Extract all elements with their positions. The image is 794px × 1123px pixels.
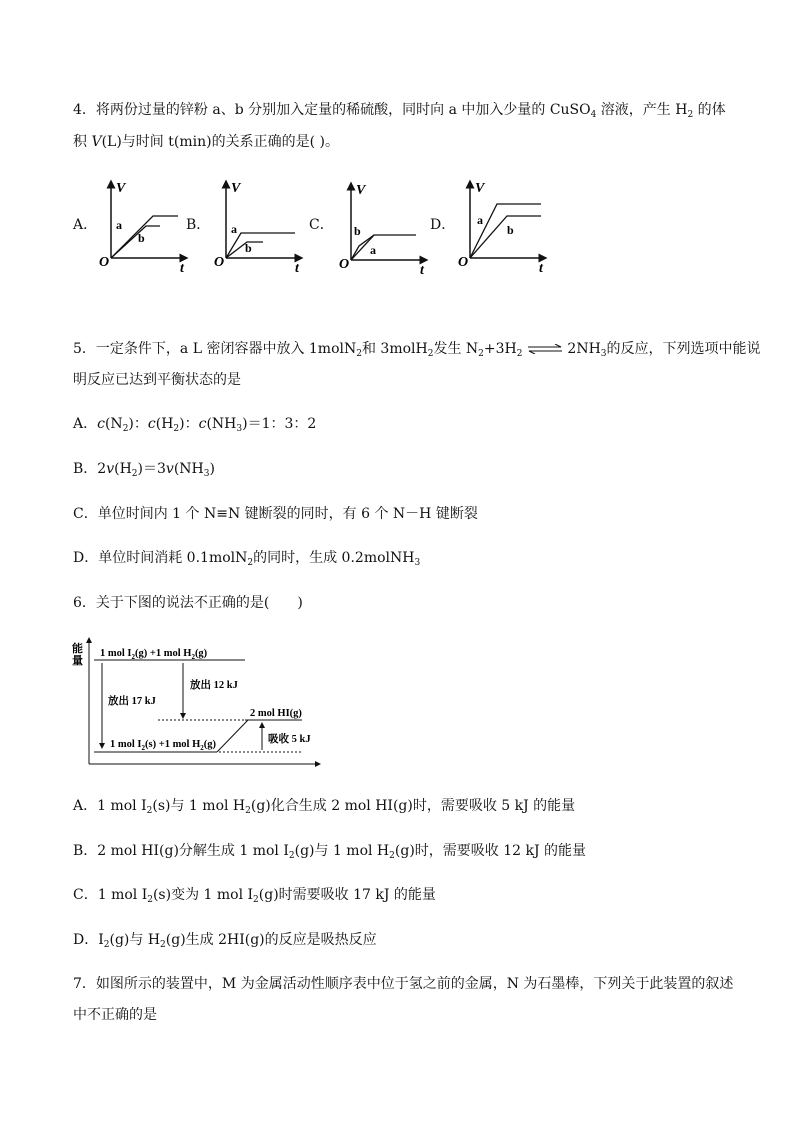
q4-option-a-label[interactable]: A． bbox=[73, 217, 98, 233]
curve-label-b: b bbox=[507, 223, 514, 237]
energy-axis-label-1: 能 bbox=[72, 643, 83, 655]
q7-line-1: 7．如图所示的装置中，M 为金属活动性顺序表中位于氢之前的金属，N 为石墨棒，下列关于此装置的叙述 bbox=[73, 976, 734, 992]
curve-label-b: b bbox=[245, 241, 252, 255]
x-axis-label: t bbox=[180, 261, 184, 274]
curve-upper bbox=[226, 233, 295, 258]
q6-stem: 6．关于下图的说法不正确的是( ) bbox=[73, 595, 303, 611]
release-12-label: 放出 12 kJ bbox=[190, 680, 238, 691]
hi-level-label: 2 mol HI(g) bbox=[250, 708, 302, 719]
x-axis-label: t bbox=[539, 261, 543, 274]
q5-option-c[interactable]: C．单位时间内 1 个 N≡N 键断裂的同时，有 6 个 N－H 键断裂 bbox=[73, 506, 478, 522]
absorb-5-label: 吸收 5 kJ bbox=[268, 734, 311, 745]
curve-label-a: a bbox=[116, 218, 122, 232]
y-axis-label: V bbox=[475, 181, 485, 196]
x-axis-label: t bbox=[295, 261, 299, 274]
curve-label-a: a bbox=[370, 243, 376, 257]
q4-graph-c[interactable] bbox=[336, 178, 431, 276]
origin-label: O bbox=[458, 255, 469, 270]
q5-option-a[interactable]: A．$c(N_2)$：$c(H_2)$：$c(NH_3)=1$：3：2 bbox=[73, 416, 317, 434]
reversible-arrow-icon bbox=[527, 344, 563, 354]
q5-line-1: 5．一定条件下，a L 密闭容器中放入 1molN$_2$和 3molH$_2$发生 $N_2+3H_2$ $2NH_3$的反应，下列选项中能说 bbox=[73, 341, 761, 359]
q4-option-c-label[interactable]: C． bbox=[309, 217, 334, 233]
release-17-label: 放出 17 kJ bbox=[108, 696, 156, 707]
q5-line-2: 明反应已达到平衡状态的是 bbox=[73, 372, 241, 388]
energy-axis-label-2: 量 bbox=[72, 655, 83, 667]
curve-label-a: a bbox=[231, 222, 237, 236]
q6-option-b[interactable]: B．2 mol HI(g)分解生成 1 mol $I_2(g)$与 1 mol $H_2(g)$时，需要吸收 12 kJ 的能量 bbox=[73, 843, 587, 861]
q4-option-b-label[interactable]: B． bbox=[186, 217, 211, 233]
origin-label: O bbox=[339, 257, 350, 272]
origin-label: O bbox=[214, 255, 225, 270]
q4-line-2: 积 V(L)与时间 t(min)的关系正确的是( )。 bbox=[73, 134, 339, 150]
q4-graph-a[interactable] bbox=[96, 176, 191, 274]
reaction-path bbox=[217, 720, 248, 752]
q6-option-c[interactable]: C．1 mol $I_2(s)$变为 1 mol $I_2(g)$时需要吸收 17 kJ 的能量 bbox=[73, 887, 436, 905]
q5-option-d[interactable]: D．单位时间消耗 0.1molN$_2$的同时，生成 0.2molNH$_3$ bbox=[73, 550, 421, 568]
curve-label-a: a bbox=[477, 213, 483, 227]
bottom-level-label: 1 mol $I_2(s) +1$ mol $H_2(g)$ bbox=[110, 739, 217, 752]
top-level-label: 1 mol $I_2(g) +1$ mol $H_2(g)$ bbox=[100, 648, 208, 661]
curve-label-b: b bbox=[354, 224, 361, 238]
y-axis-label: V bbox=[356, 183, 366, 198]
q4-graph-b[interactable] bbox=[211, 176, 306, 274]
q7-line-2: 中不正确的是 bbox=[73, 1007, 157, 1023]
q4-line-1: 4．将两份过量的锌粉 a、b 分别加入定量的稀硫酸，同时向 a 中加入少量的 CuSO$_4$ 溶液，产生 $H_2$ 的体 bbox=[73, 102, 726, 120]
curve-label-b: b bbox=[138, 231, 145, 245]
q5-option-b[interactable]: B．$2v(H_2)=3v(NH_3)$ bbox=[73, 461, 215, 479]
q4-option-d-label[interactable]: D． bbox=[430, 217, 456, 233]
q6-option-d[interactable]: D．$I_2(g)$与 $H_2(g)$生成 2HI(g)的反应是吸热反应 bbox=[73, 932, 377, 950]
q6-option-a[interactable]: A．1 mol $I_2(s)$与 1 mol $H_2(g)$化合生成 2 mol HI(g)时，需要吸收 5 kJ 的能量 bbox=[73, 798, 576, 816]
origin-label: O bbox=[99, 255, 110, 270]
curve-upper bbox=[351, 235, 416, 260]
q4-graph-d[interactable] bbox=[455, 176, 550, 274]
y-axis-label: V bbox=[231, 181, 241, 196]
q6-energy-diagram bbox=[70, 636, 330, 768]
y-axis-label: V bbox=[116, 181, 126, 196]
x-axis-label: t bbox=[420, 263, 424, 276]
